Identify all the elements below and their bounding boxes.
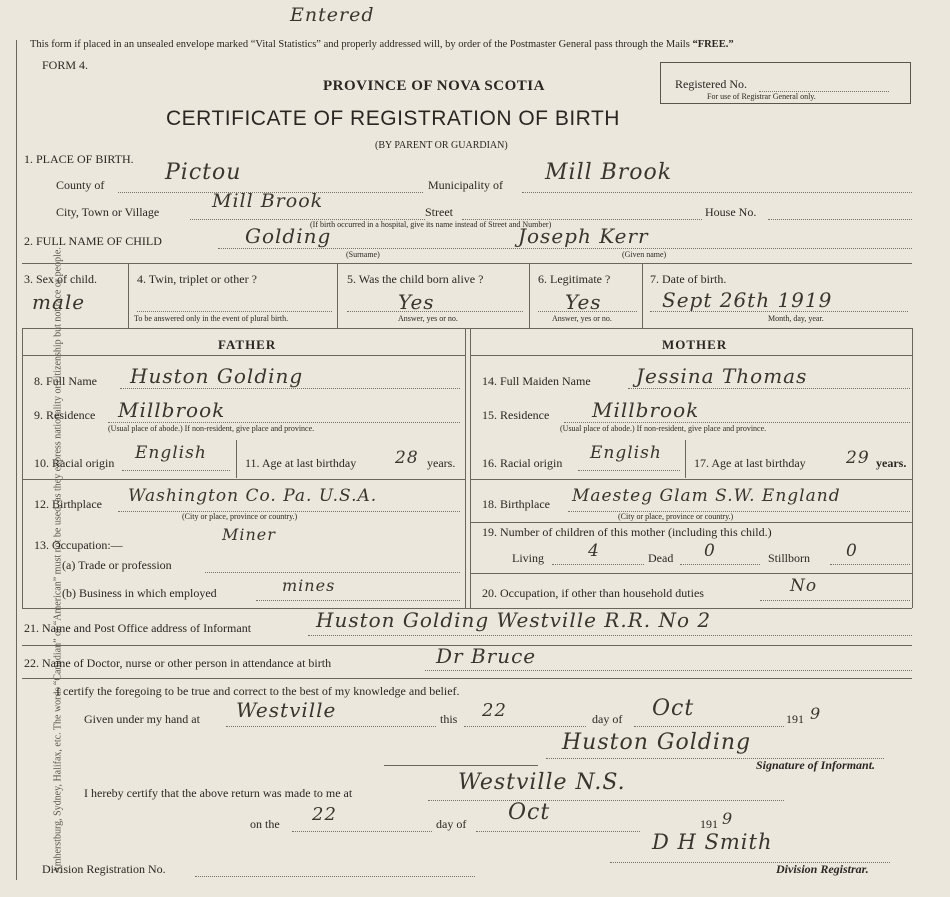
registrar-signature: D H Smith bbox=[652, 830, 773, 854]
division-registrar-label: Division Registrar. bbox=[776, 862, 869, 876]
informant-signature-label: Signature of Informant. bbox=[756, 758, 876, 772]
father-birthplace-label: 12. Birthplace bbox=[34, 497, 102, 511]
registered-box bbox=[660, 62, 911, 104]
registrar-place-value: Westville N.S. bbox=[458, 770, 626, 795]
mother-birthplace-value: Maesteg Glam S.W. England bbox=[572, 486, 841, 506]
division-registration-label: Division Registration No. bbox=[42, 862, 166, 876]
living-label: Living bbox=[512, 551, 544, 565]
entered-stamp: Entered bbox=[290, 4, 375, 26]
side-instruction-text: Amherstburg, Sydney, Halifax, etc. The words “Canadian” or “American” must not be used, as they express nationality or citizenship but not race or people. bbox=[52, 247, 64, 874]
business-value: mines bbox=[282, 576, 336, 595]
father-birthplace-value: Washington Co. Pa. U.S.A. bbox=[128, 486, 378, 506]
informant-value: Huston Golding Westville R.R. No 2 bbox=[316, 608, 712, 632]
stillborn-value: 0 bbox=[846, 541, 858, 561]
children-count-label: 19. Number of children of this mother (including this child.) bbox=[482, 525, 772, 539]
father-age-value: 28 bbox=[395, 448, 419, 468]
child-surname-value: Golding bbox=[245, 224, 332, 248]
mother-racial-value: English bbox=[590, 443, 662, 463]
dead-value: 0 bbox=[704, 541, 716, 561]
dead-label: Dead bbox=[648, 551, 674, 565]
registrar-year-prefix: 191 bbox=[700, 817, 718, 831]
legitimate-value: Yes bbox=[565, 290, 602, 314]
given-name-note: (Given name) bbox=[622, 250, 667, 259]
given-place-value: Westville bbox=[236, 698, 337, 722]
registered-label: Registered No. bbox=[675, 77, 747, 91]
father-racial-value: English bbox=[135, 443, 207, 463]
mother-residence-label: 15. Residence bbox=[482, 408, 550, 422]
business-label: (b) Business in which employed bbox=[62, 586, 217, 600]
municipality-value: Mill Brook bbox=[545, 160, 673, 185]
mother-occupation-label: 20. Occupation, if other than household duties bbox=[482, 586, 704, 600]
mother-name-label: 14. Full Maiden Name bbox=[482, 374, 591, 388]
father-residence-note: (Usual place of abode.) If non-resident, give place and province. bbox=[108, 424, 315, 433]
this-label: this bbox=[440, 712, 458, 726]
doctor-label: 22. Name of Doctor, nurse or other person in attendance at birth bbox=[24, 656, 332, 670]
mother-occupation-value: No bbox=[790, 576, 818, 596]
county-value: Pictou bbox=[165, 160, 242, 185]
given-day-of-label: day of bbox=[592, 712, 623, 726]
registered-note: For use of Registrar General only. bbox=[707, 92, 816, 101]
registrar-month-value: Oct bbox=[508, 800, 551, 825]
father-occupation-value: Miner bbox=[222, 525, 276, 544]
father-name-label: 8. Full Name bbox=[34, 374, 97, 388]
city-value: Mill Brook bbox=[212, 190, 324, 212]
alive-value: Yes bbox=[398, 290, 435, 314]
house-label: House No. bbox=[705, 205, 757, 219]
registrar-day-value: 22 bbox=[312, 804, 337, 825]
legitimate-label: 6. Legitimate ? bbox=[538, 272, 611, 286]
twin-note: To be answered only in the event of plural birth. bbox=[134, 314, 289, 323]
mother-age-label: 17. Age at last birthday bbox=[694, 456, 806, 470]
living-value: 4 bbox=[588, 541, 600, 561]
stillborn-label: Stillborn bbox=[768, 551, 811, 565]
registrar-certify-statement: I hereby certify that the above return was made to me at bbox=[84, 786, 353, 800]
municipality-label: Municipality of bbox=[428, 178, 503, 192]
father-occupation-label: 13. Occupation:— bbox=[34, 538, 123, 552]
sex-label: 3. Sex of child. bbox=[24, 272, 97, 286]
child-name-label: 2. FULL NAME OF CHILD bbox=[24, 234, 162, 248]
given-month-value: Oct bbox=[652, 696, 695, 721]
street-label: Street bbox=[425, 205, 453, 219]
birth-date-value: Sept 26th 1919 bbox=[662, 288, 833, 312]
mother-birthplace-label: 18. Birthplace bbox=[482, 497, 550, 511]
registrar-year-digit: 9 bbox=[722, 809, 734, 828]
mother-racial-label: 16. Racial origin bbox=[482, 456, 563, 470]
father-residence-label: 9. Residence bbox=[34, 408, 96, 422]
surname-note: (Surname) bbox=[346, 250, 380, 259]
father-header: FATHER bbox=[218, 337, 277, 352]
province-title: PROVINCE OF NOVA SCOTIA bbox=[323, 78, 545, 94]
father-birthplace-note: (City or place, province or country.) bbox=[182, 512, 298, 521]
twin-label: 4. Twin, triplet or other ? bbox=[137, 272, 257, 286]
trade-label: (a) Trade or profession bbox=[62, 558, 172, 572]
sex-value: male bbox=[32, 290, 86, 314]
registrar-day-of-label: day of bbox=[436, 817, 467, 831]
place-of-birth-label: 1. PLACE OF BIRTH. bbox=[24, 152, 134, 166]
legitimate-note: Answer, yes or no. bbox=[552, 314, 612, 323]
mother-age-value: 29 bbox=[846, 448, 870, 468]
on-the-label: on the bbox=[250, 817, 280, 831]
mother-name-value: Jessina Thomas bbox=[636, 364, 808, 388]
father-residence-value: Millbrook bbox=[118, 398, 226, 422]
given-year-digit: 9 bbox=[810, 704, 822, 723]
side-margin-line bbox=[16, 40, 17, 880]
certificate-title: CERTIFICATE OF REGISTRATION OF BIRTH bbox=[166, 107, 620, 130]
given-year-prefix: 191 bbox=[786, 712, 804, 726]
certificate-subtitle: (BY PARENT OR GUARDIAN) bbox=[375, 140, 508, 151]
father-age-label: 11. Age at last birthday bbox=[245, 456, 357, 470]
mother-birthplace-note: (City or place, province or country.) bbox=[618, 512, 734, 521]
header-note: This form if placed in an unsealed envelope marked “Vital Statistics” and properly addressed will, by order of the Postmaster General pass through the Mails “FREE.” bbox=[30, 39, 734, 50]
birth-date-note: Month, day, year. bbox=[768, 314, 824, 323]
informant-label: 21. Name and Post Office address of Informant bbox=[24, 621, 252, 635]
child-given-value: Joseph Kerr bbox=[518, 224, 649, 248]
city-label: City, Town or Village bbox=[56, 205, 160, 219]
alive-label: 5. Was the child born alive ? bbox=[347, 272, 484, 286]
informant-signature: Huston Golding bbox=[562, 730, 752, 755]
doctor-value: Dr Bruce bbox=[436, 644, 537, 668]
mother-residence-note: (Usual place of abode.) If non-resident, give place and province. bbox=[560, 424, 767, 433]
mother-header: MOTHER bbox=[662, 337, 728, 352]
father-years-label: years. bbox=[427, 456, 456, 470]
birth-date-label: 7. Date of birth. bbox=[650, 272, 727, 286]
informant-certify-statement: I certify the foregoing to be true and correct to the best of my knowledge and belief. bbox=[56, 684, 460, 698]
father-name-value: Huston Golding bbox=[130, 364, 304, 388]
hospital-note: (If birth occurred in a hospital, give its name instead of Street and Number) bbox=[310, 220, 552, 229]
mother-years-label: years. bbox=[876, 456, 907, 470]
form-number: FORM 4. bbox=[42, 58, 89, 72]
mother-residence-value: Millbrook bbox=[592, 398, 700, 422]
alive-note: Answer, yes or no. bbox=[398, 314, 458, 323]
father-racial-label: 10. Racial origin bbox=[34, 456, 115, 470]
given-under-hand-label: Given under my hand at bbox=[84, 712, 200, 726]
given-day-value: 22 bbox=[482, 700, 507, 721]
county-label: County of bbox=[56, 178, 105, 192]
